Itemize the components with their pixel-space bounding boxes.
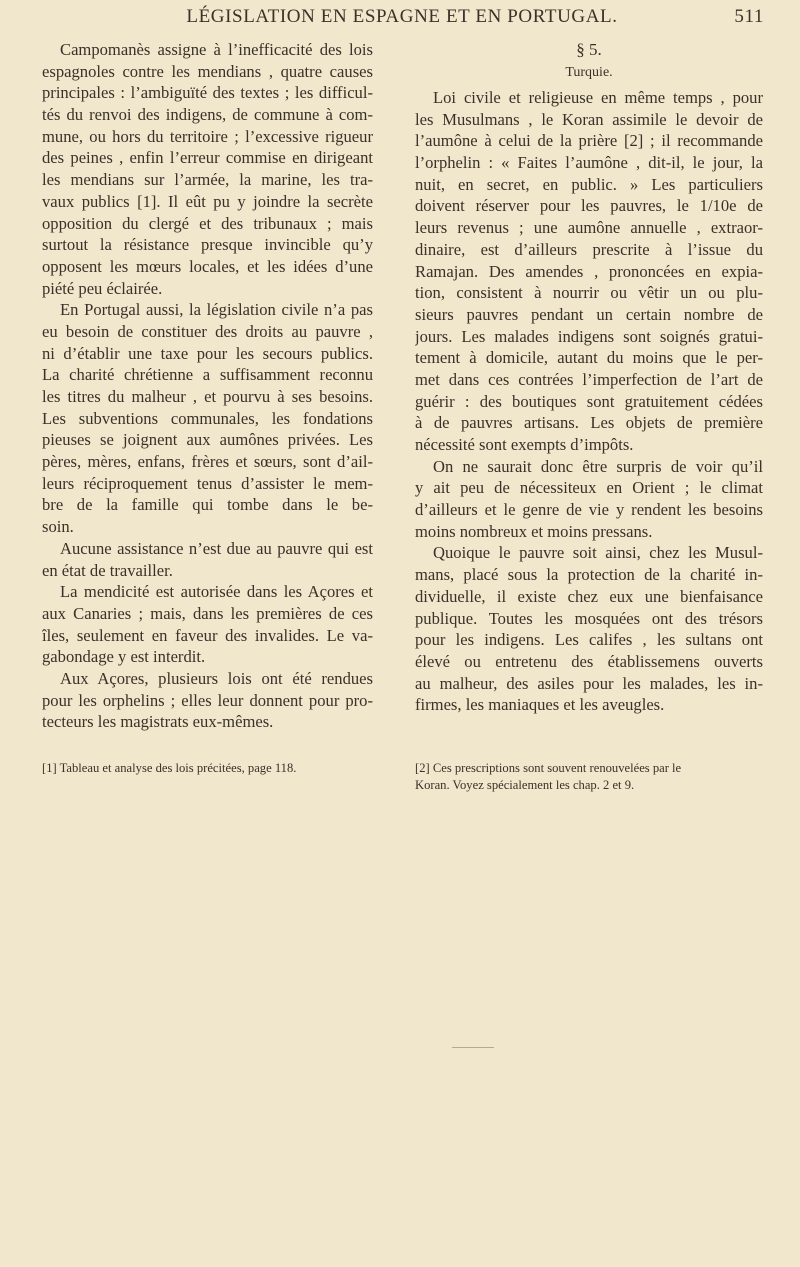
text-line: dinaire, est d’ailleurs prescrite à l’issue du (415, 239, 763, 259)
text-line: élevé ou entretenu des établissemens ouverts (415, 651, 763, 671)
text-line: les titres du malheur , et pourvu à ses besoins. (42, 387, 373, 406)
text-line: nuit, en secret, en public. » Les particuliers (415, 174, 763, 194)
text-line: sieurs pauvres pendant un certain nombre de (415, 304, 763, 324)
text-line: en état de travailler. (42, 560, 173, 580)
text-line: des peines , enfin l’erreur commise en dirigeant (42, 148, 373, 168)
text-line: l’aumône à celui de la prière [2] ; il recommande (415, 131, 763, 151)
text-line: met dans ces contrées l’imperfection de l’art de (415, 369, 763, 389)
text-line: d’ailleurs et le genre de vie y rendent les besoins (415, 500, 763, 520)
footnote-2 (415, 760, 763, 794)
text-line: y ait peu de nécessiteux en Orient ; le climat (415, 478, 763, 498)
text-line: Ramajan. Des amendes , prononcées en expia- (415, 261, 763, 281)
text-line: îles, seulement en faveur des invalides. Le va- (42, 625, 373, 645)
text-line: tion, consistent à nourrir ou vêtir un ou plu- (415, 283, 763, 303)
text-line: leurs revenus ; une aumône annuelle , extraor- (415, 218, 763, 238)
text-line: gabondage y est interdit. (42, 647, 206, 667)
footnote-1: [1] Tableau et analyse des lois précitées, page 118. (42, 761, 297, 775)
text-line: Quoique le pauvre soit ainsi, chez les Musul- (433, 543, 763, 563)
page-number: 511 (734, 6, 764, 27)
footnote-2-line: [2] Ces prescriptions sont souvent renouvelées par le (415, 761, 682, 775)
text-line: Les subventions communales, les fondations (42, 408, 373, 428)
text-line: nécessité sont exempts d’impôts. (415, 435, 634, 454)
text-line: soin. (42, 517, 74, 537)
text-line: La charité chrétienne a suffisamment reconnu (42, 365, 373, 385)
text-line: tés du renvoi des indigens, de commune à com- (42, 105, 373, 125)
running-title: LÉGISLATION EN ESPAGNE ET EN PORTUGAL. (186, 6, 618, 27)
text-line: à de pauvres artisans. Les objets de première (415, 413, 763, 433)
text-line: Loi civile et religieuse en même temps , pour (433, 88, 763, 107)
right-column (415, 39, 763, 716)
text-line: moins nombreux et moins pressans. (415, 521, 653, 541)
text-line: pour les indigens. Les califes , les sultans ont (415, 630, 763, 650)
footnote-2-line: Koran. Voyez spécialement les chap. 2 et 9. (415, 778, 635, 792)
text-line: tecteurs les magistrats eux-mêmes. (42, 712, 274, 732)
text-line: piété peu éclairée. (42, 278, 163, 298)
printer-mark (452, 1047, 494, 1048)
text-line: opposition du clergé et des tribunaux ; mais (42, 213, 373, 233)
text-line: principales : l’ambiguïté des textes ; les difficul- (42, 83, 373, 103)
text-line: tement à domicile, autant du moins que le per- (415, 348, 763, 368)
text-line: au malheur, des asiles pour les malades, les in- (415, 673, 763, 693)
text-line: leurs réciproquement tenus d’assister le mem- (42, 473, 373, 493)
text-line: eu besoin de constituer des droits au pauvre , (42, 321, 373, 341)
text-line: bre de la famille qui tombe dans le be- (42, 495, 373, 515)
running-header (40, 6, 764, 34)
text-line: guérir : des boutiques sont gratuitement cédées (415, 391, 763, 411)
text-line: aux Canaries ; mais, dans les premières de ces (42, 603, 373, 623)
text-line: firmes, les maniaques et les aveugles. (415, 695, 665, 715)
text-line: pieuses se joignent aux aumônes privées. Les (42, 430, 373, 450)
text-line: Campomanès assigne à l’inefficacité des lois (60, 40, 373, 59)
text-line: vaux publics [1]. Il eût pu y joindre la secrète (42, 191, 373, 211)
section-title: Turquie. (565, 65, 613, 80)
text-line: publique. Toutes les mosquées ont des trésors (415, 608, 763, 628)
text-line: pour les orphelins ; elles leur donnent pour pro- (42, 690, 373, 710)
text-line: mans, placé sous la protection de la charité in- (415, 565, 763, 585)
text-line: mune, ou hors du territoire ; l’excessive rigueur (42, 126, 373, 146)
text-line: ni d’établir une taxe pour les secours publics. (42, 343, 373, 363)
text-line: doivent réserver pour les pauvres, le 1/10e de (415, 196, 763, 216)
text-line: La mendicité est autorisée dans les Açores et (60, 582, 373, 602)
text-line: pères, mères, enfans, frères et sœurs, sont d’ail- (42, 452, 373, 472)
text-line: opposent les mœurs locales, et les idées d’une (42, 256, 373, 276)
text-line: Aucune assistance n’est due au pauvre qui est (60, 538, 373, 558)
text-line: Aux Açores, plusieurs lois ont été rendues (60, 668, 373, 688)
text-line: les Musulmans , le Koran assimile le devoir de (415, 109, 763, 129)
text-line: l’orphelin : « Faites l’aumône , dit-il, le jour, la (415, 153, 763, 173)
text-line: surtout la résistance presque invincible qu’y (42, 235, 373, 255)
text-line: espagnoles contre les mendians , quatre causes (42, 61, 373, 81)
text-line: En Portugal aussi, la législation civile n’a pas (60, 300, 373, 320)
text-line: dividuelle, il existe chez eux une bienfaisance (415, 586, 763, 606)
text-line: les mendians sur l’armée, la marine, les tra- (42, 170, 373, 190)
text-line: jours. Les malades indigens sont soignés gratui- (415, 326, 763, 346)
left-column (42, 39, 373, 733)
section-number: § 5. (576, 40, 602, 59)
text-line: On ne saurait donc être surpris de voir qu’il (433, 456, 763, 476)
